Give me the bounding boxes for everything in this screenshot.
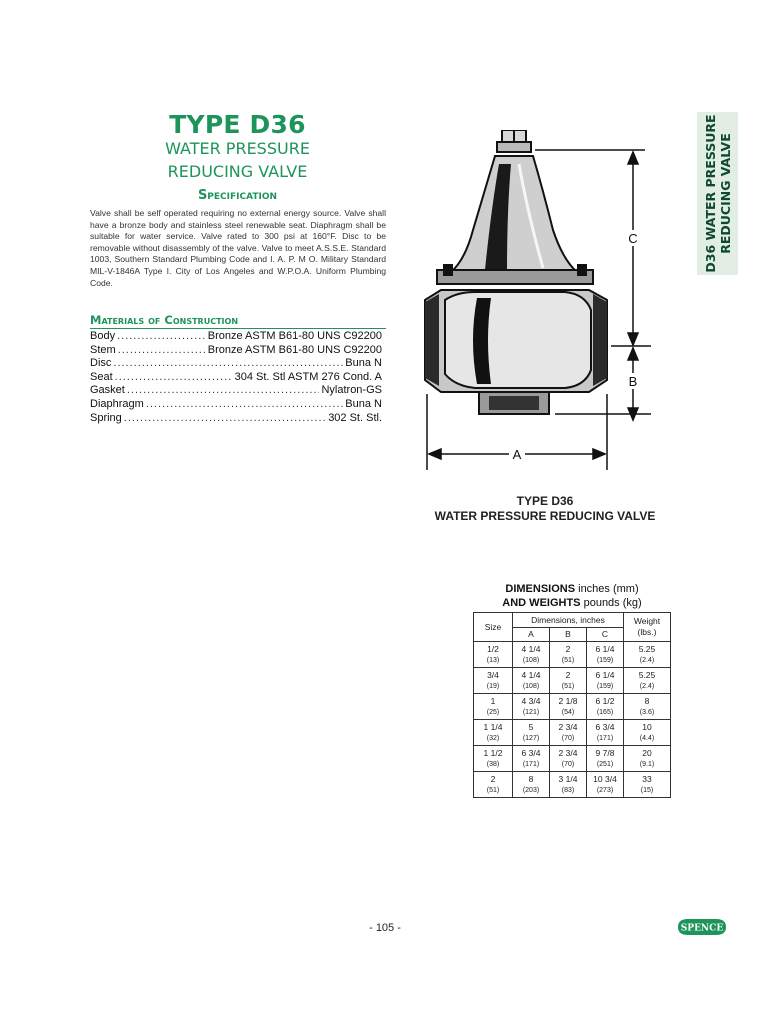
materials-row-disc bbox=[90, 357, 382, 371]
material-part: Disc bbox=[90, 357, 112, 370]
material-part: Stem bbox=[90, 343, 116, 356]
cell-a: 4 1/4 (108) bbox=[513, 668, 550, 694]
cell-b: 2 3/4 (70) bbox=[550, 720, 587, 746]
material-value: Bronze ASTM B61-80 UNS C92200 bbox=[207, 343, 382, 356]
materials-row-body bbox=[90, 330, 382, 344]
cell-a: 5 (127) bbox=[513, 720, 550, 746]
cell-b: 3 1/4 (83) bbox=[550, 772, 587, 798]
cell-weight: 10 (4.4) bbox=[624, 720, 671, 746]
materials-row-diaphragm bbox=[90, 398, 382, 412]
cell-weight: 33 (15) bbox=[624, 772, 671, 798]
material-value: Buna N bbox=[345, 397, 382, 410]
logo-text: SPENCE bbox=[680, 923, 724, 934]
subtitle-line2: REDUCING VALVE bbox=[167, 162, 308, 181]
cell-c: 6 3/4 (171) bbox=[587, 720, 624, 746]
material-part: Seat bbox=[90, 370, 113, 383]
specification-text: Valve shall be self operated requiring no external energy source. Valve shall have a bronze body and stainless steel renewable seat. Diaphragm shall be suitable for water service. Valve rated to 300 psi at 160°F. Disc to be removable without disassembly of the valve. Valve to meet A.S.S.E. Standard 1003, Southern Standard Plumbing Code and I. A. P. M O. Military Standard MIL-V-1846A Type I. City of Los Angeles and W.P.O.A. Uniform Plumbing Code. bbox=[90, 208, 386, 288]
valve-flange bbox=[437, 270, 593, 284]
cell-b: 2 (51) bbox=[550, 668, 587, 694]
material-value: Buna N bbox=[345, 357, 382, 370]
leader-dots bbox=[118, 344, 206, 358]
header-weight-label: Weight bbox=[633, 616, 661, 626]
cell-c: 10 3/4 (273) bbox=[587, 772, 624, 798]
cell-size: 2 (51) bbox=[474, 772, 513, 798]
leader-dots bbox=[127, 384, 320, 398]
cell-c: 6 1/4 (159) bbox=[587, 668, 624, 694]
header-col-c: C bbox=[587, 628, 624, 642]
material-value: Bronze ASTM B61-80 UNS C92200 bbox=[207, 330, 382, 342]
label-c: C bbox=[628, 231, 638, 246]
table-header-row bbox=[474, 613, 671, 628]
dimensions-title-bold: DIMENSIONS bbox=[505, 583, 576, 595]
material-part: Body bbox=[90, 330, 116, 342]
cell-b: 2 3/4 (70) bbox=[550, 746, 587, 772]
materials-list bbox=[90, 330, 382, 425]
materials-row-seat bbox=[90, 371, 382, 385]
cell-weight: 5.25 (2.4) bbox=[624, 668, 671, 694]
material-value: Nylatron-GS bbox=[321, 384, 382, 397]
table-row bbox=[474, 746, 671, 772]
cell-a: 4 1/4 (108) bbox=[513, 642, 550, 668]
cell-c: 6 1/2 (165) bbox=[587, 694, 624, 720]
side-section-tab bbox=[697, 112, 738, 275]
materials-divider bbox=[90, 328, 386, 329]
material-part: Gasket bbox=[90, 384, 125, 397]
material-value: 304 St. Stl ASTM 276 Cond. A bbox=[234, 370, 382, 383]
materials-row-gasket bbox=[90, 384, 382, 398]
table-row bbox=[474, 668, 671, 694]
cell-weight: 8 (3.6) bbox=[624, 694, 671, 720]
cell-size: 1 1/4 (32) bbox=[474, 720, 513, 746]
dimensions-title-unit: inches (mm) bbox=[575, 583, 639, 595]
cell-size: 1 1/2 (38) bbox=[474, 746, 513, 772]
cell-c: 6 1/4 (159) bbox=[587, 642, 624, 668]
leader-dots bbox=[124, 412, 326, 426]
page-number: - 105 - bbox=[369, 922, 401, 934]
header-size: Size bbox=[474, 613, 513, 642]
adjusting-screw bbox=[497, 130, 531, 152]
cell-b: 2 (51) bbox=[550, 642, 587, 668]
header-weight-unit: (lbs.) bbox=[637, 627, 657, 637]
side-tab-line2: REDUCING VALVE bbox=[717, 133, 733, 254]
materials-row-spring bbox=[90, 412, 382, 426]
material-part: Spring bbox=[90, 411, 122, 424]
header-col-b: B bbox=[550, 628, 587, 642]
cell-b: 2 1/8 (54) bbox=[550, 694, 587, 720]
cell-c: 9 7/8 (251) bbox=[587, 746, 624, 772]
drawing-caption-line1: TYPE D36 bbox=[516, 494, 574, 508]
material-part: Diaphragm bbox=[90, 397, 144, 410]
weights-title-bold: AND WEIGHTS bbox=[502, 597, 581, 609]
drawing-caption-line2: WATER PRESSURE REDUCING VALVE bbox=[434, 509, 656, 523]
spence-logo bbox=[676, 917, 728, 937]
side-tab-line1: D36 WATER PRESSURE bbox=[702, 114, 718, 273]
specification-heading: Specification bbox=[197, 188, 278, 203]
materials-row-stem bbox=[90, 344, 382, 358]
cell-a: 8 (203) bbox=[513, 772, 550, 798]
cell-size: 3/4 (19) bbox=[474, 668, 513, 694]
label-a: A bbox=[512, 447, 522, 462]
cell-a: 4 3/4 (121) bbox=[513, 694, 550, 720]
subtitle-line1: WATER PRESSURE bbox=[165, 139, 310, 158]
table-row bbox=[474, 720, 671, 746]
side-tab-label bbox=[697, 112, 738, 275]
leader-dots bbox=[117, 330, 206, 344]
valve-drawing bbox=[415, 130, 675, 470]
cell-size: 1/2 (13) bbox=[474, 642, 513, 668]
cell-weight: 20 (9.1) bbox=[624, 746, 671, 772]
leader-dots bbox=[115, 371, 233, 385]
header-weight bbox=[624, 613, 671, 642]
dimensions-table bbox=[473, 612, 671, 798]
table-row bbox=[474, 694, 671, 720]
material-value: 302 St. Stl. bbox=[328, 411, 382, 424]
cell-weight: 5.25 (2.4) bbox=[624, 642, 671, 668]
leader-dots bbox=[146, 398, 343, 412]
leader-dots bbox=[113, 357, 343, 371]
table-row bbox=[474, 772, 671, 798]
table-row bbox=[474, 642, 671, 668]
header-col-a: A bbox=[513, 628, 550, 642]
dimensions-title-line1 bbox=[472, 583, 672, 595]
cell-a: 6 3/4 (171) bbox=[513, 746, 550, 772]
materials-heading: Materials of Construction bbox=[90, 313, 239, 327]
label-b: B bbox=[628, 374, 638, 389]
valve-bonnet bbox=[451, 156, 577, 272]
dimensions-title-line2 bbox=[472, 597, 672, 609]
header-dimensions: Dimensions, inches bbox=[513, 613, 624, 628]
page-title: TYPE D36 bbox=[169, 110, 306, 139]
weights-title-unit: pounds (kg) bbox=[580, 597, 642, 609]
cell-size: 1 (25) bbox=[474, 694, 513, 720]
